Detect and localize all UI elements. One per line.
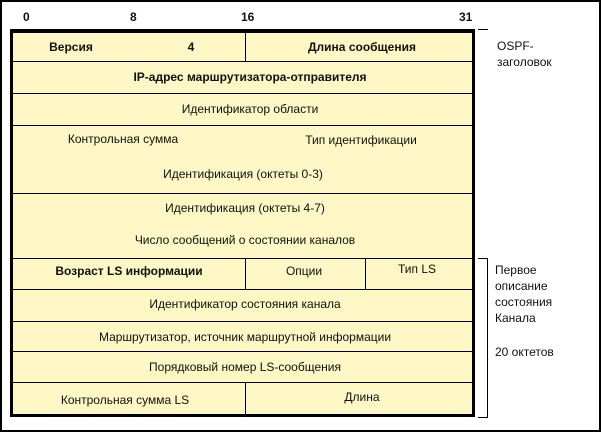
bit-label-0: 0 — [23, 10, 30, 24]
ospf-header-label-line: заголовок — [497, 55, 552, 69]
lsa-label-line: состояния — [495, 295, 553, 309]
lsa-label-line: описание — [495, 279, 548, 293]
lsa-octets-label: 20 октетов — [495, 345, 554, 359]
field-auth-type: Тип идентификации — [305, 133, 417, 147]
field-options: Опции — [285, 264, 323, 278]
field-link-state-count: Число сообщений о состоянии каналов — [134, 233, 356, 247]
field-length: Длина — [344, 390, 380, 404]
column-divider — [245, 33, 246, 61]
row-divider — [13, 321, 472, 322]
row-divider — [13, 61, 472, 62]
ospf-header-label-line: OSPF- — [497, 39, 534, 53]
lsa-label-line: Первое — [495, 263, 537, 277]
field-area-id: Идентификатор области — [181, 102, 319, 116]
field-ls-checksum: Контрольная сумма LS — [60, 393, 190, 407]
row-divider — [13, 125, 472, 126]
field-auth-0-3: Идентификация (октеты 0-3) — [163, 167, 323, 181]
bracket-divider — [478, 417, 488, 418]
field-ls-type: Тип LS — [397, 262, 437, 276]
field-ls-age: Возраст LS информации — [55, 264, 203, 278]
column-divider — [245, 258, 246, 289]
bit-label-31: 31 — [459, 10, 473, 24]
lsa-label-line: Канала — [495, 311, 536, 325]
ospf-header-label — [497, 38, 552, 70]
row-divider — [13, 289, 472, 290]
ospf-packet-box — [10, 30, 475, 417]
field-sequence-number: Порядковый номер LS-сообщения — [149, 360, 341, 374]
field-checksum: Контрольная сумма — [67, 132, 179, 146]
row-divider — [13, 351, 472, 352]
field-router-ip: IP-адрес маршрутизатора-отправителя — [133, 70, 367, 84]
bit-ruler-tail — [478, 29, 488, 30]
field-link-state-id: Идентификатор состояния канала — [149, 297, 341, 311]
bit-label-8: 8 — [130, 10, 137, 24]
row-divider — [13, 258, 472, 259]
field-version-value: 4 — [187, 40, 195, 54]
row-divider — [13, 193, 472, 194]
field-advertising-router: Маршрутизатор, источник маршрутной информации — [98, 330, 392, 344]
lsa-label — [495, 262, 554, 360]
lsa-bracket — [487, 258, 488, 417]
column-divider — [365, 258, 366, 289]
column-divider — [245, 382, 246, 414]
field-message-length: Длина сообщения — [308, 40, 416, 54]
field-version: Версия — [49, 40, 93, 54]
bit-label-16: 16 — [241, 10, 255, 24]
row-divider — [13, 93, 472, 94]
field-auth-4-7: Идентификация (октеты 4-7) — [165, 201, 325, 215]
row-divider — [13, 382, 472, 383]
